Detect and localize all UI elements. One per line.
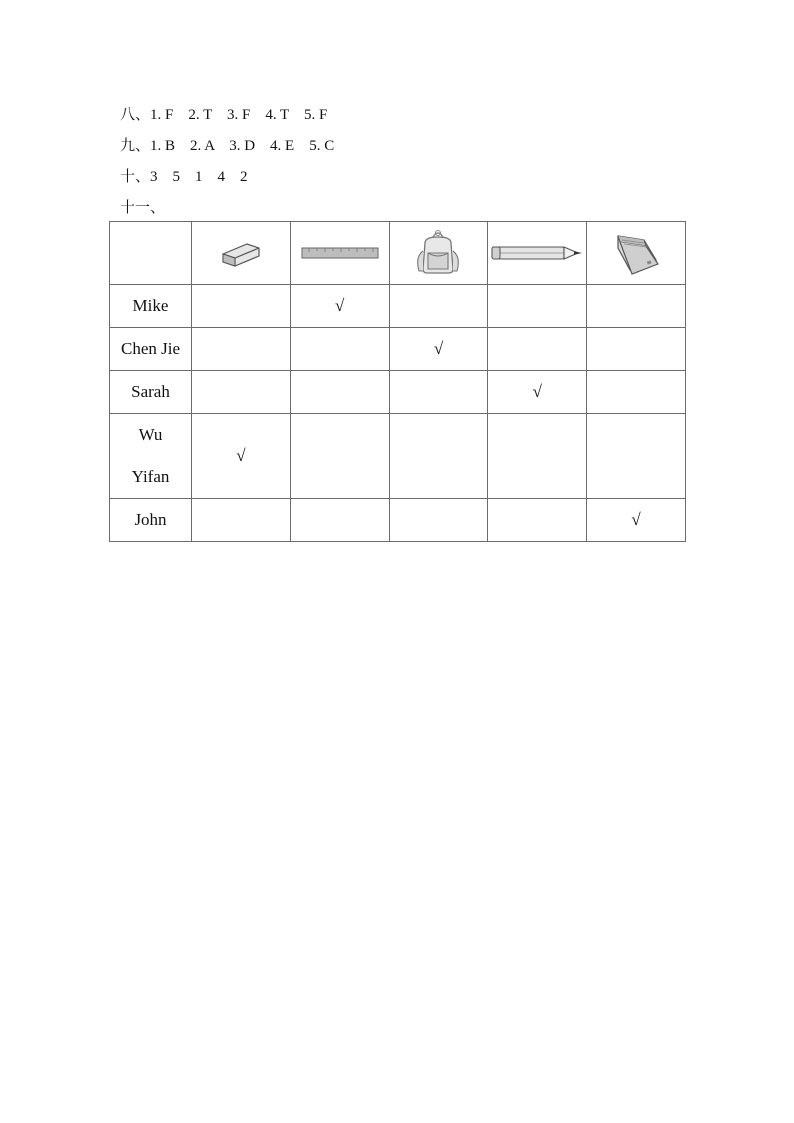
eraser-icon [217, 236, 265, 270]
header-row [110, 222, 686, 285]
cell [488, 499, 587, 542]
table-row [110, 499, 686, 542]
cell [290, 414, 389, 499]
cell [290, 371, 389, 414]
check-mark: √ [192, 414, 291, 499]
pencil-icon [490, 243, 584, 263]
student-name: Mike [110, 285, 192, 328]
cell [587, 285, 686, 328]
cell [389, 371, 488, 414]
answer-line-10: 十、3 5 1 4 2 [120, 169, 248, 185]
cell [488, 285, 587, 328]
cell [192, 499, 291, 542]
cell [587, 371, 686, 414]
cell [587, 414, 686, 499]
table-row [110, 328, 686, 371]
header-cell-pencil [488, 222, 587, 285]
schoolbag-icon [411, 229, 465, 277]
cell [290, 499, 389, 542]
student-name: John [110, 499, 192, 542]
answer-line-11: 十一、 [120, 200, 166, 216]
answer-key [120, 100, 334, 224]
cell [192, 285, 291, 328]
student-name-line1: Wu [138, 425, 163, 444]
check-mark: √ [389, 328, 488, 371]
student-name: Sarah [110, 371, 192, 414]
cell [488, 328, 587, 371]
answer-line-9: 九、1. B 2. A 3. D 4. E 5. C [120, 138, 335, 154]
cell [192, 371, 291, 414]
table-row [110, 414, 686, 499]
answer-line-8: 八、1. F 2. T 3. F 4. T 5. F [120, 107, 328, 123]
cell [290, 328, 389, 371]
header-cell-ruler [290, 222, 389, 285]
header-cell-pencil-box [587, 222, 686, 285]
header-cell-schoolbag [389, 222, 488, 285]
corner-cell [110, 222, 192, 285]
answer-table [109, 221, 686, 542]
check-mark: √ [488, 371, 587, 414]
header-cell-eraser [192, 222, 291, 285]
cell [389, 285, 488, 328]
pencil-box-icon [612, 230, 660, 276]
check-mark: √ [587, 499, 686, 542]
cell [389, 414, 488, 499]
student-name-line2: Yifan [131, 467, 170, 486]
table-row [110, 371, 686, 414]
cell [192, 328, 291, 371]
ruler-icon [301, 245, 379, 261]
cell [587, 328, 686, 371]
check-mark: √ [290, 285, 389, 328]
student-name [110, 414, 192, 499]
student-name: Chen Jie [110, 328, 192, 371]
table-row [110, 285, 686, 328]
cell [389, 499, 488, 542]
cell [488, 414, 587, 499]
